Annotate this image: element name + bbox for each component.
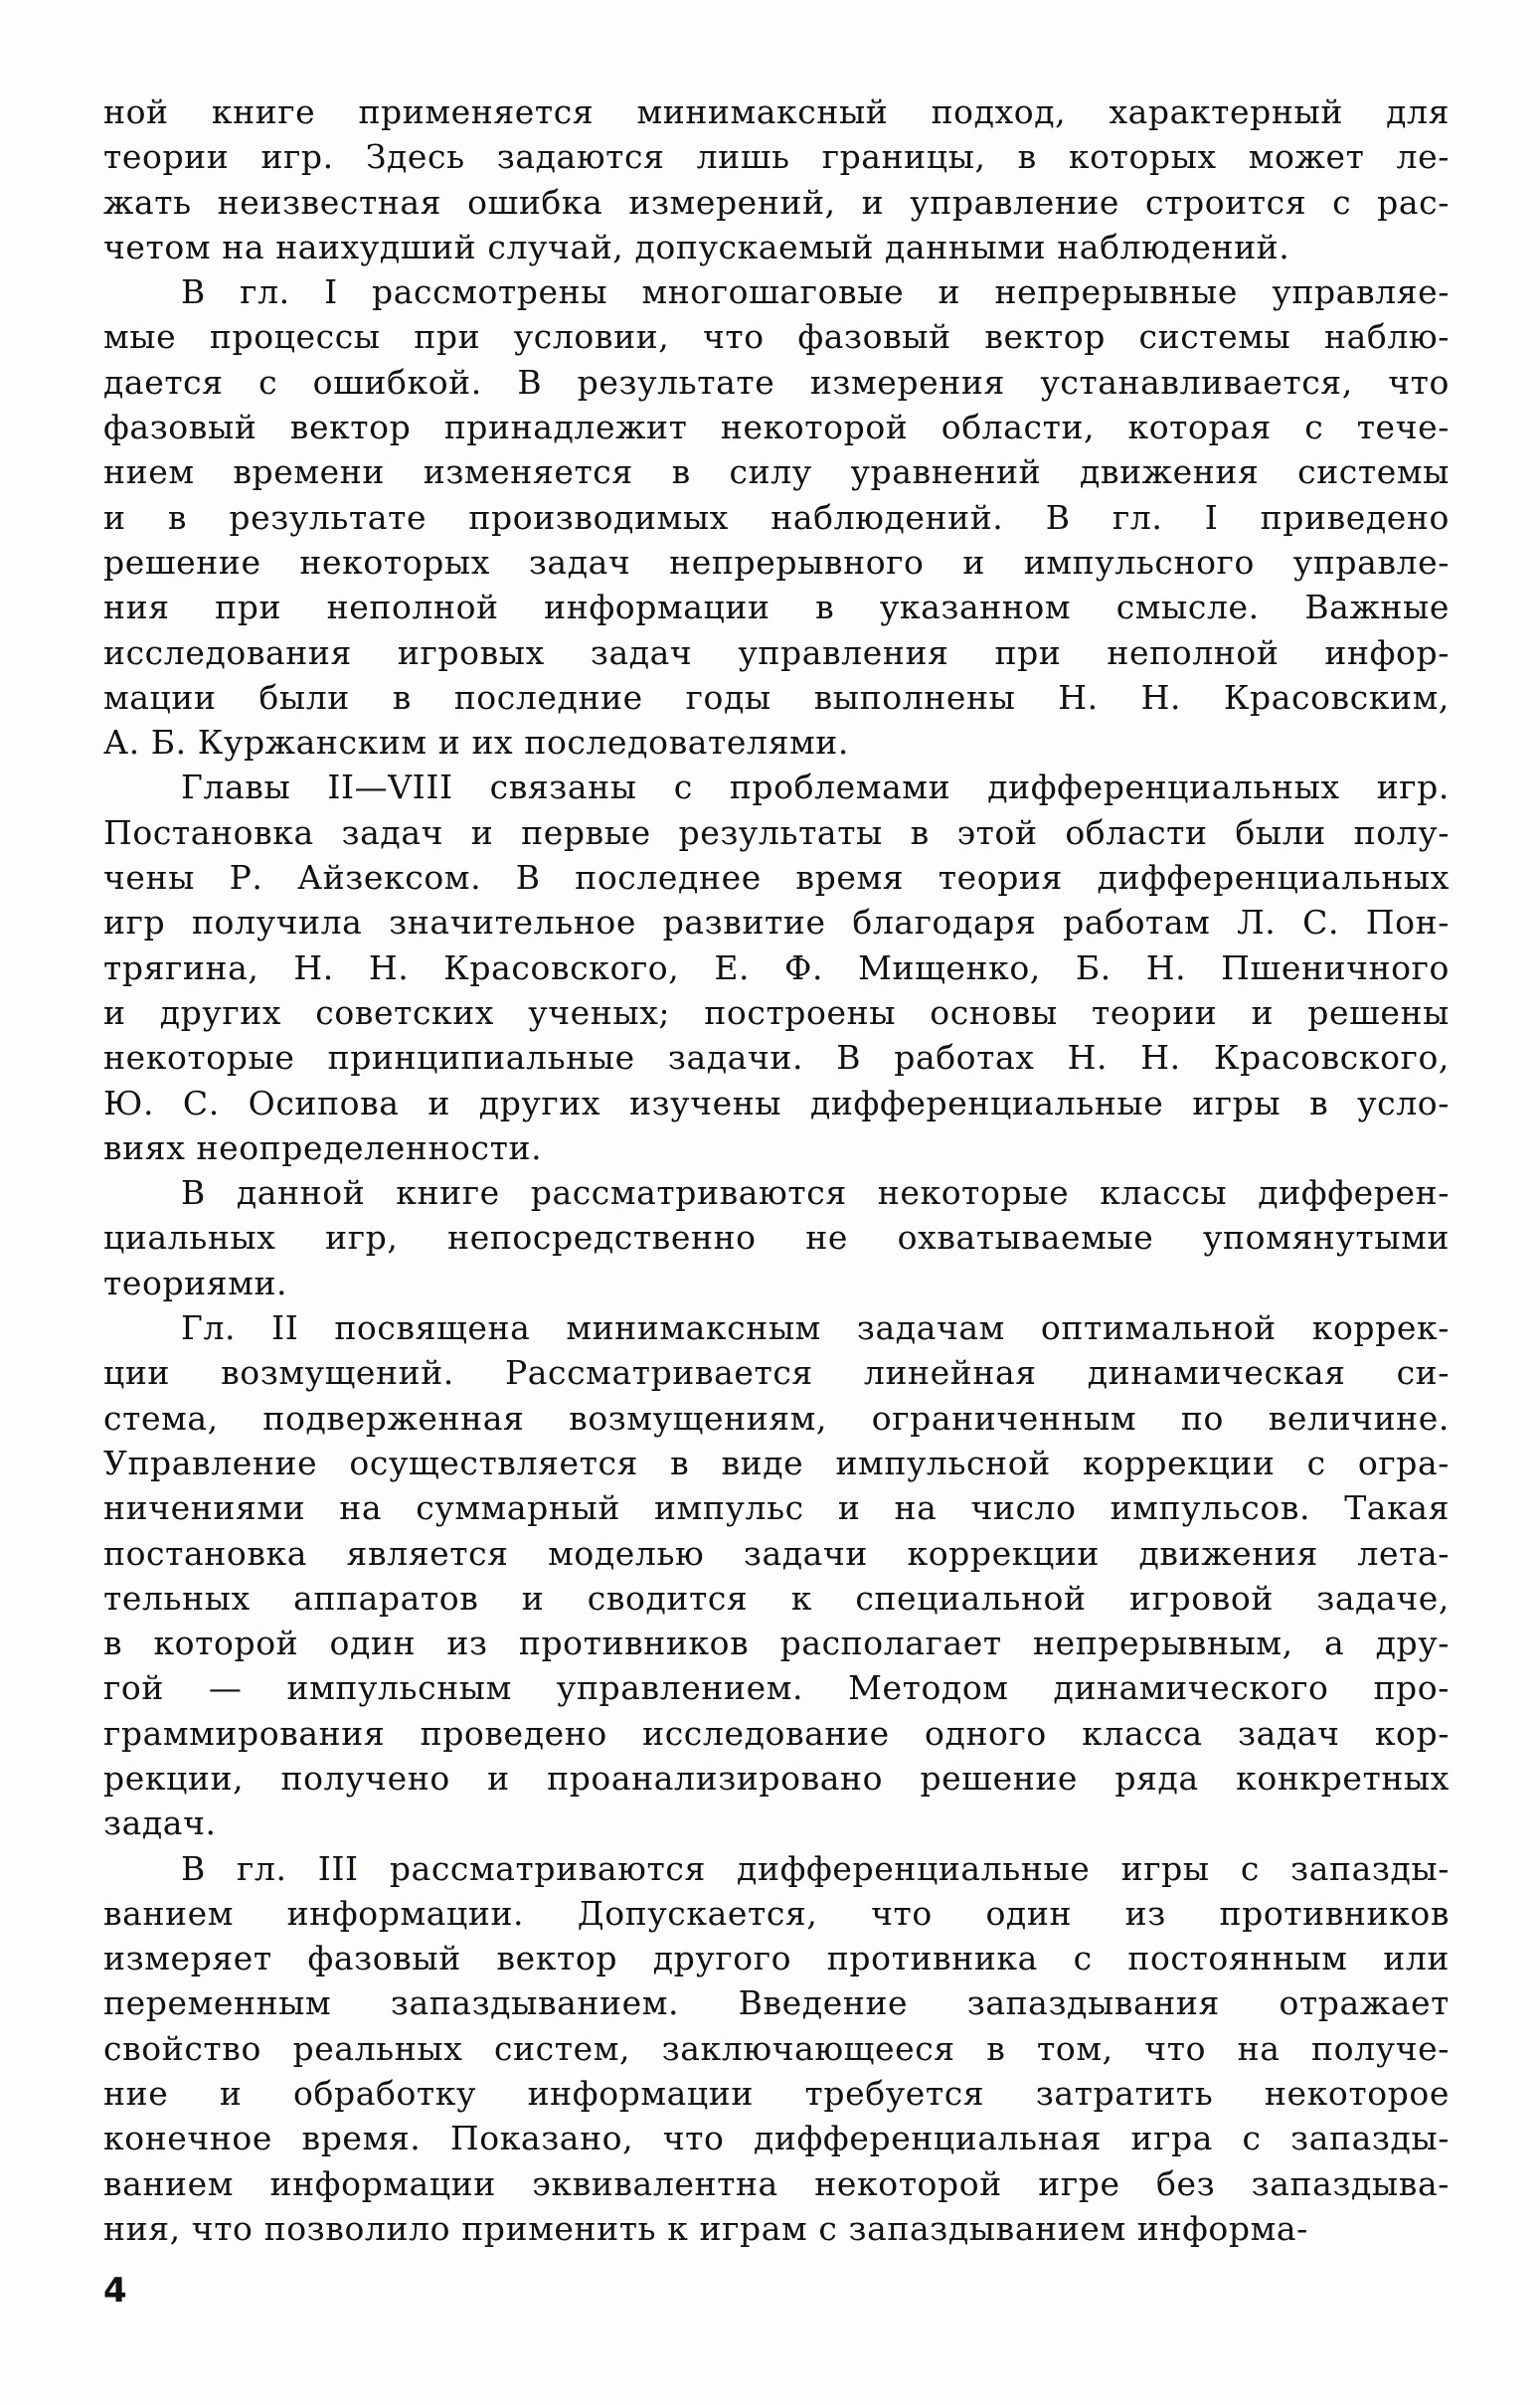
paragraph bbox=[103, 1846, 1450, 2252]
text-column bbox=[103, 89, 1450, 2251]
paragraph bbox=[103, 1170, 1450, 1305]
text-line: ние и обработку информации требуется затратить некоторое bbox=[103, 2074, 1450, 2114]
text-line: ции возмущений. Рассматривается линейная динамическая си- bbox=[103, 1353, 1450, 1393]
text-line: ния при неполной информации в указанном смысле. Важные bbox=[103, 588, 1450, 627]
text-line: ванием информации. Допускается, что один из противников bbox=[103, 1893, 1450, 1933]
text-line: В данной книге рассматриваются некоторые классы дифферен- bbox=[181, 1173, 1450, 1213]
text-line: теории игр. Здесь задаются лишь границы, в которых может ле- bbox=[103, 137, 1450, 177]
text-line: гой — импульсным управлением. Методом динамического про- bbox=[103, 1668, 1450, 1708]
text-line: исследования игровых задач управления при неполной инфор- bbox=[103, 632, 1450, 672]
text-line: конечное время. Показано, что дифференциальная игра с запазды- bbox=[103, 2119, 1450, 2158]
paragraph bbox=[103, 765, 1450, 1170]
text-line: решение некоторых задач непрерывного и импульсного управле- bbox=[103, 542, 1450, 582]
paragraph bbox=[103, 1305, 1450, 1846]
text-line: постановка является моделью задачи коррекции движения лета- bbox=[103, 1533, 1450, 1573]
text-line: ной книге применяется минимаксный подход, характерный для bbox=[103, 92, 1450, 131]
text-line: нием времени изменяется в силу уравнений движения системы bbox=[103, 452, 1450, 492]
text-line: стема, подверженная возмущениям, ограниченным по величине. bbox=[103, 1398, 1450, 1438]
text-line: А. Б. Куржанским и их последователями. bbox=[103, 723, 849, 763]
text-line: некоторые принципиальные задачи. В работах Н. Н. Красовского, bbox=[103, 1038, 1450, 1078]
text-line: виях неопределенности. bbox=[103, 1127, 543, 1167]
text-line: ния, что позволило применить к играм с запаздыванием информа- bbox=[103, 2208, 1308, 2248]
text-line: Гл. II посвящена минимаксным задачам оптимальной коррек- bbox=[181, 1308, 1450, 1348]
text-line: мые процессы при условии, что фазовый вектор системы наблю- bbox=[103, 317, 1450, 357]
text-line: трягина, Н. Н. Красовского, Е. Ф. Мищенко, Б. Н. Пшеничного bbox=[103, 947, 1450, 987]
paragraph bbox=[103, 89, 1450, 269]
text-line: дается с ошибкой. В результате измерения устанавливается, что bbox=[103, 362, 1450, 402]
text-line: В гл. I рассмотрены многошаговые и непрерывные управляе- bbox=[181, 272, 1450, 312]
text-line: ничениями на суммарный импульс и на число импульсов. Такая bbox=[103, 1488, 1450, 1528]
text-line: Ю. С. Осипова и других изучены дифференциальные игры в усло- bbox=[103, 1083, 1450, 1122]
text-line: фазовый вектор принадлежит некоторой области, которая с тече- bbox=[103, 408, 1450, 447]
text-line: рекции, получено и проанализировано решение ряда конкретных bbox=[103, 1758, 1450, 1798]
text-line: теориями. bbox=[103, 1263, 288, 1302]
text-line: жать неизвестная ошибка измерений, и управление строится с рас- bbox=[103, 182, 1450, 222]
text-line: в которой один из противников располагает непрерывным, а дру- bbox=[103, 1624, 1450, 1663]
text-line: и других советских ученых; построены основы теории и решены bbox=[103, 992, 1450, 1032]
text-line: и в результате производимых наблюдений. В гл. I приведено bbox=[103, 497, 1450, 537]
text-line: мации были в последние годы выполнены Н. Н. Красовским, bbox=[103, 677, 1450, 717]
text-line: тельных аппаратов и сводится к специальной игровой задаче, bbox=[103, 1578, 1450, 1618]
page-number: 4 bbox=[103, 2271, 127, 2311]
text-line: Главы II—VIII связаны с проблемами дифференциальных игр. bbox=[181, 768, 1450, 807]
paragraph bbox=[103, 269, 1450, 765]
text-line: В гл. III рассматриваются дифференциальные игры с запазды- bbox=[181, 1848, 1450, 1888]
text-line: ванием информации эквивалентна некоторой игре без запаздыва- bbox=[103, 2163, 1450, 2203]
text-line: четом на наихудший случай, допускаемый данными наблюдений. bbox=[103, 227, 1290, 266]
text-line: свойство реальных систем, заключающееся в том, что на получе- bbox=[103, 2028, 1450, 2068]
text-line: задач. bbox=[103, 1804, 217, 1843]
text-line: игр получила значительное развитие благодаря работам Л. С. Пон- bbox=[103, 903, 1450, 943]
text-line: Управление осуществляется в виде импульсной коррекции с огра- bbox=[103, 1443, 1450, 1482]
text-line: Постановка задач и первые результаты в этой области были полу- bbox=[103, 812, 1450, 852]
text-line: измеряет фазовый вектор другого противника с постоянным или bbox=[103, 1939, 1450, 1978]
text-line: циальных игр, непосредственно не охватываемые упомянутыми bbox=[103, 1218, 1450, 1258]
text-line: граммирования проведено исследование одного класса задач кор- bbox=[103, 1713, 1450, 1753]
text-line: чены Р. Айзексом. В последнее время теория дифференциальных bbox=[103, 858, 1450, 898]
text-line: переменным запаздыванием. Введение запаздывания отражает bbox=[103, 1983, 1450, 2023]
